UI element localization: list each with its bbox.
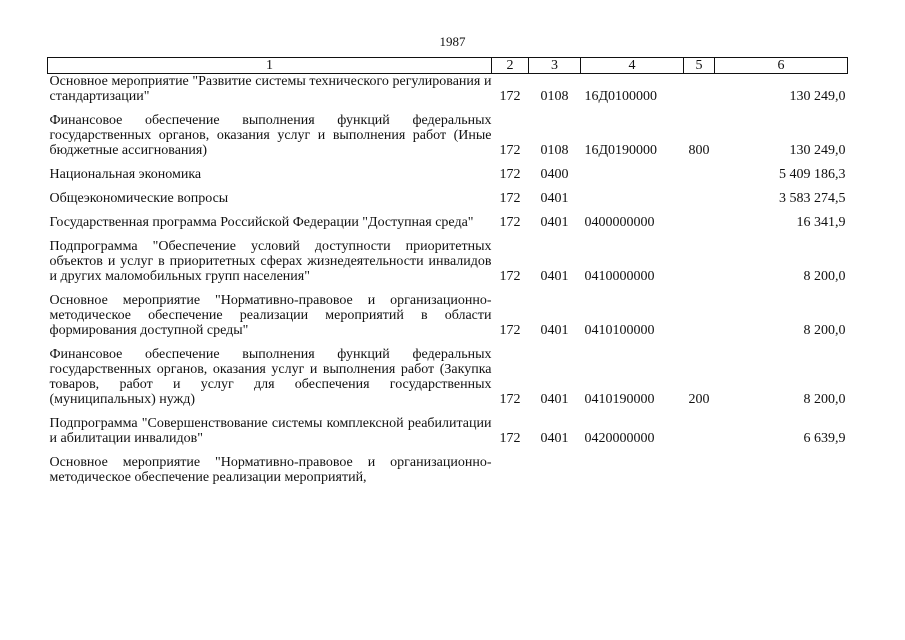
row-description: Финансовое обеспечение выполнения функций федеральных государственных органов, оказания услуг и выполнения работ (Иные бюджетные ассигнования) xyxy=(49,113,492,158)
row-ministry-code: 172 xyxy=(499,323,521,338)
row-amount xyxy=(715,446,848,485)
row-section-code: 0108 xyxy=(540,143,569,158)
row-amount: 130 249,0 xyxy=(789,143,846,158)
row-section-code: 0401 xyxy=(540,191,569,206)
row-target-article: 16Д0190000 xyxy=(584,143,658,158)
row-description: Основное мероприятие "Нормативно-правовое и организационно-методическое обеспечение реализации мероприятий, xyxy=(49,455,492,485)
row-description: Основное мероприятие "Нормативно-правовое и организационно-методическое обеспечение реализации мероприятий в области формирования доступной среды" xyxy=(49,293,492,338)
budget-table xyxy=(47,57,848,485)
column-header-3: 3 xyxy=(529,58,581,74)
row-ministry-code: 172 xyxy=(499,215,521,230)
row-section-code: 0108 xyxy=(540,89,569,104)
row-target-article: 0400000000 xyxy=(584,215,655,230)
row-amount: 8 200,0 xyxy=(803,323,846,338)
row-expense-type xyxy=(684,206,715,230)
row-expense-type xyxy=(684,446,715,485)
column-header-1: 1 xyxy=(48,58,492,74)
row-expense-type: 200 xyxy=(688,392,710,407)
row-amount: 6 639,9 xyxy=(803,431,846,446)
row-ministry-code xyxy=(492,446,529,485)
page-number: 1987 xyxy=(439,34,466,49)
row-ministry-code: 172 xyxy=(499,431,521,446)
row-target-article: 0420000000 xyxy=(584,431,655,446)
row-amount: 5 409 186,3 xyxy=(779,167,846,182)
row-amount: 3 583 274,5 xyxy=(779,191,846,206)
row-ministry-code: 172 xyxy=(499,392,521,407)
row-target-article xyxy=(581,182,684,206)
row-description: Подпрограмма "Обеспечение условий доступности приоритетных объектов и услуг в приоритетных сферах жизнедеятельности инвалидов и других маломобильных групп населения" xyxy=(49,239,492,284)
row-description: Национальная экономика xyxy=(49,167,202,182)
header-row xyxy=(48,58,848,74)
table-row xyxy=(48,104,848,158)
row-ministry-code: 172 xyxy=(499,89,521,104)
row-amount: 8 200,0 xyxy=(803,392,846,407)
row-amount: 8 200,0 xyxy=(803,269,846,284)
column-header-4: 4 xyxy=(581,58,684,74)
table-row xyxy=(48,230,848,284)
row-section-code: 0401 xyxy=(540,431,569,446)
table-row xyxy=(48,74,848,105)
row-target-article: 0410000000 xyxy=(584,269,655,284)
row-amount: 130 249,0 xyxy=(789,89,846,104)
row-expense-type xyxy=(684,182,715,206)
row-expense-type xyxy=(684,230,715,284)
row-target-article: 16Д0100000 xyxy=(584,89,658,104)
row-target-article: 0410100000 xyxy=(584,323,655,338)
row-amount: 16 341,9 xyxy=(796,215,846,230)
row-target-article xyxy=(581,446,684,485)
row-section-code: 0401 xyxy=(540,392,569,407)
row-section-code: 0401 xyxy=(540,269,569,284)
row-expense-type xyxy=(684,284,715,338)
row-ministry-code: 172 xyxy=(499,191,521,206)
table-row xyxy=(48,284,848,338)
row-expense-type xyxy=(684,158,715,182)
row-target-article: 0410190000 xyxy=(584,392,655,407)
row-ministry-code: 172 xyxy=(499,269,521,284)
row-target-article xyxy=(581,158,684,182)
table-row xyxy=(48,158,848,182)
row-ministry-code: 172 xyxy=(499,143,521,158)
row-section-code: 0401 xyxy=(540,215,569,230)
row-description: Подпрограмма "Совершенствование системы комплексной реабилитации и абилитации инвалидов" xyxy=(49,416,492,446)
column-header-6: 6 xyxy=(715,58,848,74)
column-header-5: 5 xyxy=(684,58,715,74)
row-ministry-code: 172 xyxy=(499,167,521,182)
table-row xyxy=(48,446,848,485)
table-row xyxy=(48,182,848,206)
row-description: Государственная программа Российской Федерации "Доступная среда" xyxy=(49,215,474,230)
row-description: Общеэкономические вопросы xyxy=(49,191,229,206)
row-section-code: 0401 xyxy=(540,323,569,338)
table-row xyxy=(48,338,848,407)
row-section-code xyxy=(529,446,581,485)
row-expense-type xyxy=(684,407,715,446)
table-row xyxy=(48,407,848,446)
row-expense-type: 800 xyxy=(688,143,710,158)
table-row xyxy=(48,206,848,230)
row-section-code: 0400 xyxy=(540,167,569,182)
column-header-2: 2 xyxy=(492,58,529,74)
row-description: Финансовое обеспечение выполнения функций федеральных государственных органов, оказания услуг и выполнения работ (Закупка товаров, работ и услуг для обеспечения государственных (муниципальных) нужд) xyxy=(49,347,492,407)
row-expense-type xyxy=(684,74,715,105)
row-description: Основное мероприятие "Развитие системы технического регулирования и стандартизации" xyxy=(49,74,492,104)
